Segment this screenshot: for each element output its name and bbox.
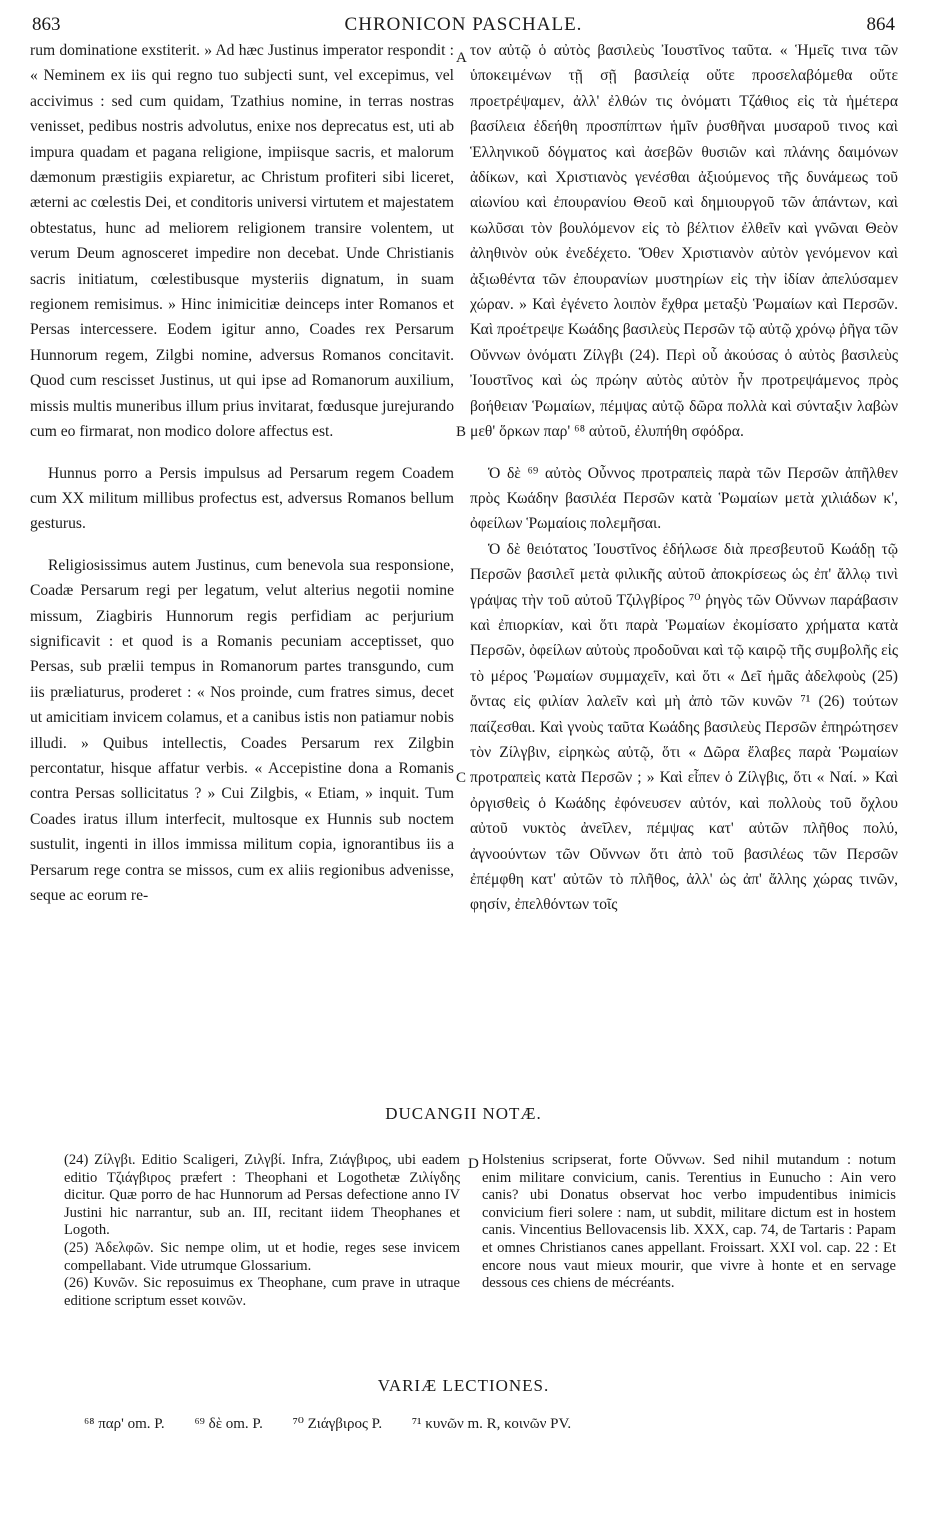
latin-paragraph-2: Hunnus porro a Persis impulsus ad Persarum regem Coadem cum XX militum millibus profectus est, adversus Romanos bellum gesturus.: [30, 464, 454, 533]
note-continuation: Holstenius scripserat, forte Οὔννων. Sed nihil mutandum : notum enim militare convicium, canis. Terentius in Eunucho : Ain vero canis? ubi Donatus observat hoc verbo impudentibus inimicis convicium fieri solere : nam, ut subdit, militare dictum est in hostem canis. Vincentius Bellovacensis lib. XXX, cap. 74, de Tartaris : Papam et omnes Christianos canes appellant. Froissart. XXI vol. cap. 22 : Et encore nous vaut mieux mourir, que vivre à honte et en servage dessous ces chiens de mécréants.: [482, 1152, 896, 1292]
latin-paragraph-3: Religiosissimus autem Justinus, cum benevola sua responsione, Coadæ Persarum regi per legatum, velut alterius negotii nomine missum, Ziagbiris Hunnorum regis perfidiam ac perjurium significavit : et quod is a Romanis pecuniam acceptisset, quo Persas, sub prælii tempus in Romanorum partes transgundo, cum iis præliaturus, proderet : « Nos proinde, cum fratres simus, decet ut amicitiam invicem colamus, et a canibus istis non patiamur nobis illudi. » Quibus intellectis, Coades Persarum rex Zilgbin percontatur, hisque affatur verbis. « Accepistine dona a Romanis contra Persas sollicitatus ? » Cui Zilgbis, « Etiam, » inquit. Tum Coades iratus illum interfecit, multosque ex Hunnis sub noctem sustulit, ingenti in illos immissa militum copia, ignorantibus iis a Persarum rege contra se missos, cum ex aliis regionibus advenisse, seque ac eorum re-: [30, 556, 454, 904]
note-24: (24) Ζίλγβι. Editio Scaligeri, Ζιλγβί. Infra, Ζιάγβιρος, ubi eadem editio Τζιάγβιρος præfert : Theophani et Logothetæ Ζιλίγδης dicitur. Quæ porro de hac Hunnorum ad Persas defectione anno IV Justini hic narrantur, sub an. III, recitant iidem Theophanes et Logoth.: [64, 1152, 460, 1239]
greek-column: [470, 38, 898, 918]
variant-70: ⁷⁰ Ζιάγβιρος P.: [292, 1416, 383, 1432]
notes-heading: DUCANGII NOTÆ.: [385, 1104, 542, 1123]
variant-69: ⁶⁹ δὲ om. P.: [194, 1416, 263, 1432]
greek-paragraph-1: τον αὐτῷ ὁ αὐτὸς βασιλεὺς Ἰουστῖνος ταῦτα. « Ἡμεῖς τινα τῶν ὑποκειμένων τῇ σῇ βασιλείᾳ οὔτε προσελαβόμεθα οὔτε προετρέψαμεν, ἀλλ' ἐλθών τις ὀνόματι Τζάθιος εἰς τὰ ἡμέτερα βασίλεια ἐδεήθη προσπίπτων ἡμῖν ῥυσθῆναι μυσαροῦ τινος καὶ Ἑλληνικοῦ δόγματος καὶ ἀσεβῶν θυσιῶν καὶ πλάνης δαιμόνων ἀδίκων, καὶ Χριστιανὸς γενέσθαι ἀξιούμενος τῆς δυνάμεως τοῦ αἰωνίου καὶ ἐπουρανίου Θεοῦ καὶ δημιουργοῦ τῶν ἁπάντων, καὶ κωλῦσαι τὸν βουλόμενον εἰς τὸ βέλτιον ἐλθεῖν καὶ γνῶναι Θεὸν ἀληθινὸν οὐκ ἐνεδέχετο. Ὅθεν Χριστιανὸν αὐτὸν γενόμενον καὶ ἀξιωθέντα τῶν ἐπουρανίων μυστηρίων εἰς τὴν ἰδίαν ἀπελύσαμεν χώραν. » Καὶ ἐγένετο λοιπὸν ἔχθρα μεταξὺ Ῥωμαίων καὶ Περσῶν. Καὶ προέτρεψε Κωάδης βασιλεὺς Περσῶν τῷ αὐτῷ χρόνῳ ῥῆγα τῶν Οὔννων ὀνόματι Ζίλγβι (24). Περὶ οὗ ἀκούσας ὁ αὐτὸς βασιλεὺς Ἰουστῖνος καὶ ὡς πρώην αὐτὸς αὐτὸν ἦν προτρεψάμενος πρὸς βοήθειαν Ῥωμαίων, πέμψας αὐτῷ δῶρα πολλὰ καὶ σύνταξιν λαβὼν μεθ' ὅρκων παρ' ⁶⁸ αὐτοῦ, ἐλυπήθη σφόδρα.: [470, 42, 898, 441]
note-26: (26) Κυνῶν. Sic reposuimus ex Theophane, cum prave in utraque editione scriptum esset κοινῶν.: [64, 1275, 460, 1309]
notes-right-column: [482, 1152, 896, 1293]
latin-paragraph-1: rum dominatione exstiterit. » Ad hæc Justinus imperator respondit : « Neminem ex iis qui regno tuo subjecti sunt, vel excepimus, vel accivimus : sed cum quidam, Tzathius nomine, in terras nostras venisset, pedibus nostris advolutus, enixe nos deprecatus est, uti ab impura quadam et pagana religione, impiisque sacris, et malorum dæmonum præstigiis expiaretur, ac Christum profiteri sibi liceret, æterni ac cœlestis Dei, et conditoris universi virtutem et majestatem obtestatus, hunc ad meliorem religionem transire volentem, ut verum Deum agnosceret impedire non decebat. Unde Christianis sacris initiatum, cœlestibusque mysteriis dignatum, in suam regionem remisimus. » Hinc inimicitiæ deinceps inter Romanos et Persas intercessere. Eodem igitur anno, Coades rex Persarum Hunnorum regem, Zilgbi nomine, adversus Romanos concitavit. Quod cum rescisset Justinus, ut qui ipse ad Romanorum auxilium, missis multis muneribus illum prius invitarat, fœdusque jurejurando cum eo firmarat, non modico dolore affectus est.: [30, 42, 454, 441]
latin-column: [30, 38, 454, 908]
margin-mark-d: D: [468, 1156, 479, 1172]
variae-heading: VARIÆ LECTIONES.: [377, 1376, 550, 1395]
page-number-left: 863: [32, 14, 61, 35]
greek-paragraph-3: Ὁ δὲ θειότατος Ἰουστῖνος ἐδήλωσε διὰ πρεσβευτοῦ Κωάδῃ τῷ Περσῶν βασιλεῖ μετὰ φιλικῆς αὐτοῦ ἀποκρίσεως ὡς ἐπ' ἄλλῳ τινὶ γράψας τὴν τοῦ αὐτοῦ Τζιλγβίρος ⁷⁰ ῥηγὸς τῶν Οὔννων παράβασιν καὶ ἐπιορκίαν, καὶ ὅτι παρὰ Ῥωμαίων ἐκομίσατο χρήματα κατὰ Περσῶν, ὀφείλων αὐτοὺς προδοῦναι καὶ τῷ καιρῷ τῆς συμβολῆς εἰς τὸ μέρος Ῥωμαίων συμμαχεῖν, καὶ ὅτι « Δεῖ ἡμᾶς ἀδελφοὺς (25) ὄντας εἰς φιλίαν λαλεῖν καὶ μὴ ἀπὸ τῶν κυνῶν ⁷¹ (26) τούτων παίζεσθαι. Καὶ γνοὺς ταῦτα Κωάδης βασιλεὺς Περσῶν ἐπηρώτησεν τὸν Ζίλγβιν, εἰρηκὼς αὐτῷ, ὅτι « Δῶρα ἔλαβες παρὰ Ῥωμαίων προτραπεὶς κατὰ Περσῶν ; » Καὶ εἶπεν ὁ Ζίλγβις, ὅτι « Ναί. » Καὶ ὀργισθεὶς ὁ Κωάδης ἐφόνευσεν αὐτόν, καὶ πολλοὺς τοῦ ὄχλου αὐτοῦ νυκτὸς ἀνεῖλεν, πέμψας κατ' αὐτῶν πλῆθος πολύ, ἀγνοούντων τῶν Οὔννων ὅτι ἀπὸ τοῦ βασιλέως τῶν Περσῶν ἐπέμφθη κατ' αὐτῶν τὸ πλῆθος, ἀλλ' ὡς ἀπ' ἄλλης χώρας τινῶν, φησίν, ἐπελθόντων τοῖς: [470, 540, 898, 914]
running-title: CHRONICON PASCHALE.: [344, 14, 583, 35]
margin-mark-a: A: [456, 50, 467, 66]
margin-mark-b: B: [456, 424, 467, 440]
variant-68: ⁶⁸ παρ' om. P.: [84, 1416, 165, 1432]
notes-left-column: [64, 1152, 460, 1310]
variant-71: ⁷¹ κυνῶν m. R, κοινῶν PV.: [411, 1416, 572, 1432]
greek-paragraph-2: Ὁ δὲ ⁶⁹ αὐτὸς Οὖννος προτραπεὶς παρὰ τῶν Περσῶν ἀπῆλθεν πρὸς Κωάδην βασιλέα Περσῶν κατὰ Ῥωμαίων μετὰ χιλιάδων κ', ὀφείλων Ῥωμαίοις πολεμῆσαι.: [470, 464, 898, 533]
variae-list: [84, 1414, 597, 1433]
running-header: [32, 14, 895, 40]
note-25: (25) Ἀδελφῶν. Sic nempe olim, ut et hodie, reges sese invicem compellabant. Vide utrumque Glossarium.: [64, 1239, 460, 1274]
page-number-right: 864: [866, 14, 895, 35]
margin-mark-c: C: [456, 770, 467, 786]
